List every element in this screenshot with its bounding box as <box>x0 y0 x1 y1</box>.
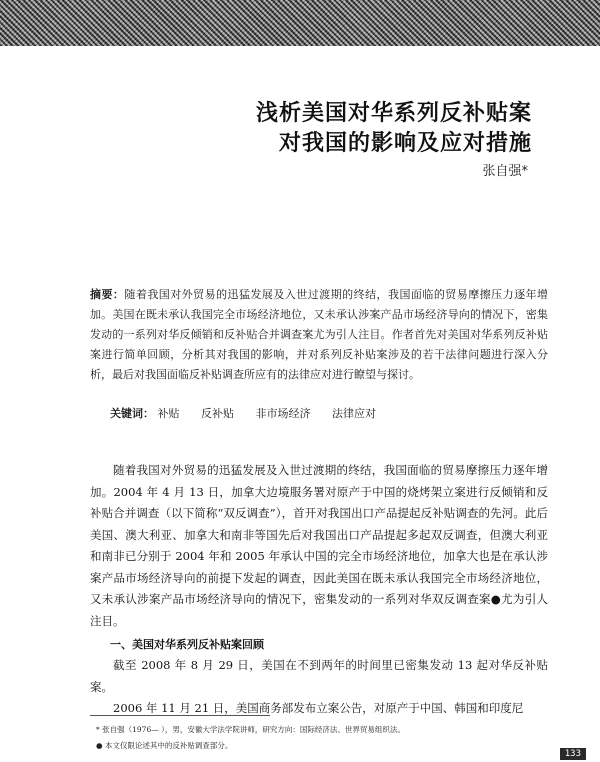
scan-header-banner <box>0 0 600 46</box>
keywords-label: 关键词： <box>110 407 154 420</box>
keywords <box>110 405 394 421</box>
section-heading: 一、美国对华系列反补贴案回顾 <box>110 638 264 651</box>
paragraph: 随着我国对外贸易的迅猛发展及入世过渡期的终结，我国面临的贸易摩擦压力逐年增加。2004 年 4 月 13 日，加拿大边境服务署对原产于中国的烧烤架立案进行反倾销和反补贴合并调查（以下简称“双反调查”），首开对我国出口产品提起反补贴调查的先河。此后美国、澳大利亚、加拿大和南非等国先后对我国出口产品提起多起双反调查，但澳大利亚和南非已分别于 2004 年和 2005 年承认中国的完全市场经济地位，加拿大也是在承认涉案产品市场经济导向的前提下发起的调查，因此美国在既未承认我国完全市场经济地位，又未承认涉案产品市场经济导向的情况下，密集发动的一系列对华双反调查案●尤为引人注目。 <box>90 463 548 628</box>
paragraph: 2006 年 11 月 21 日，美国商务部发布立案公告，对原产于中国、韩国和印度尼 <box>113 701 524 715</box>
keyword: 补贴 <box>157 407 180 420</box>
paragraph: 截至 2008 年 8 月 29 日，美国在不到两年的时间里已密集发动 13 起对华反补贴案。 <box>90 658 548 694</box>
article-title-line1: 浅析美国对华系列反补贴案 <box>255 101 532 126</box>
body-paragraph-1 <box>90 460 548 632</box>
abstract-label: 摘要： <box>90 288 125 301</box>
abstract-text: 随着我国对外贸易的迅猛发展及入世过渡期的终结，我国面临的贸易摩擦压力逐年增加。美国在既未承认我国完全市场经济地位，又未承认涉案产品市场经济导向的情况下，密集发动的一系列对华反倾销和反补贴合并调查案尤为引人注目。作者首先对美国对华系列反补贴案进行简单回顾，分析其对我国的影响，并对系列反补贴案涉及的若干法律问题进行深入分析，最后对我国面临反补贴调查所应有的法律应对进行瞭望与探讨。 <box>90 288 549 381</box>
abstract <box>90 285 548 385</box>
footnote-divider <box>90 715 270 716</box>
page-number: 133 <box>560 748 586 760</box>
keyword: 反补贴 <box>201 407 234 420</box>
body-paragraphs-2 <box>90 655 548 720</box>
footnote-scope: ● 本文仅限论述其中的反补贴调查部分。 <box>96 741 233 750</box>
article-title-line2: 对我国的影响及应对措施 <box>278 131 532 156</box>
keyword: 法律应对 <box>332 407 376 420</box>
keyword: 非市场经济 <box>255 407 311 420</box>
author-name: 张自强* <box>482 164 528 179</box>
footnote-author: * 张自强（1976— ），男，安徽大学法学院讲师，研究方向：国际经济法、世界贸易组织法。 <box>96 725 405 734</box>
